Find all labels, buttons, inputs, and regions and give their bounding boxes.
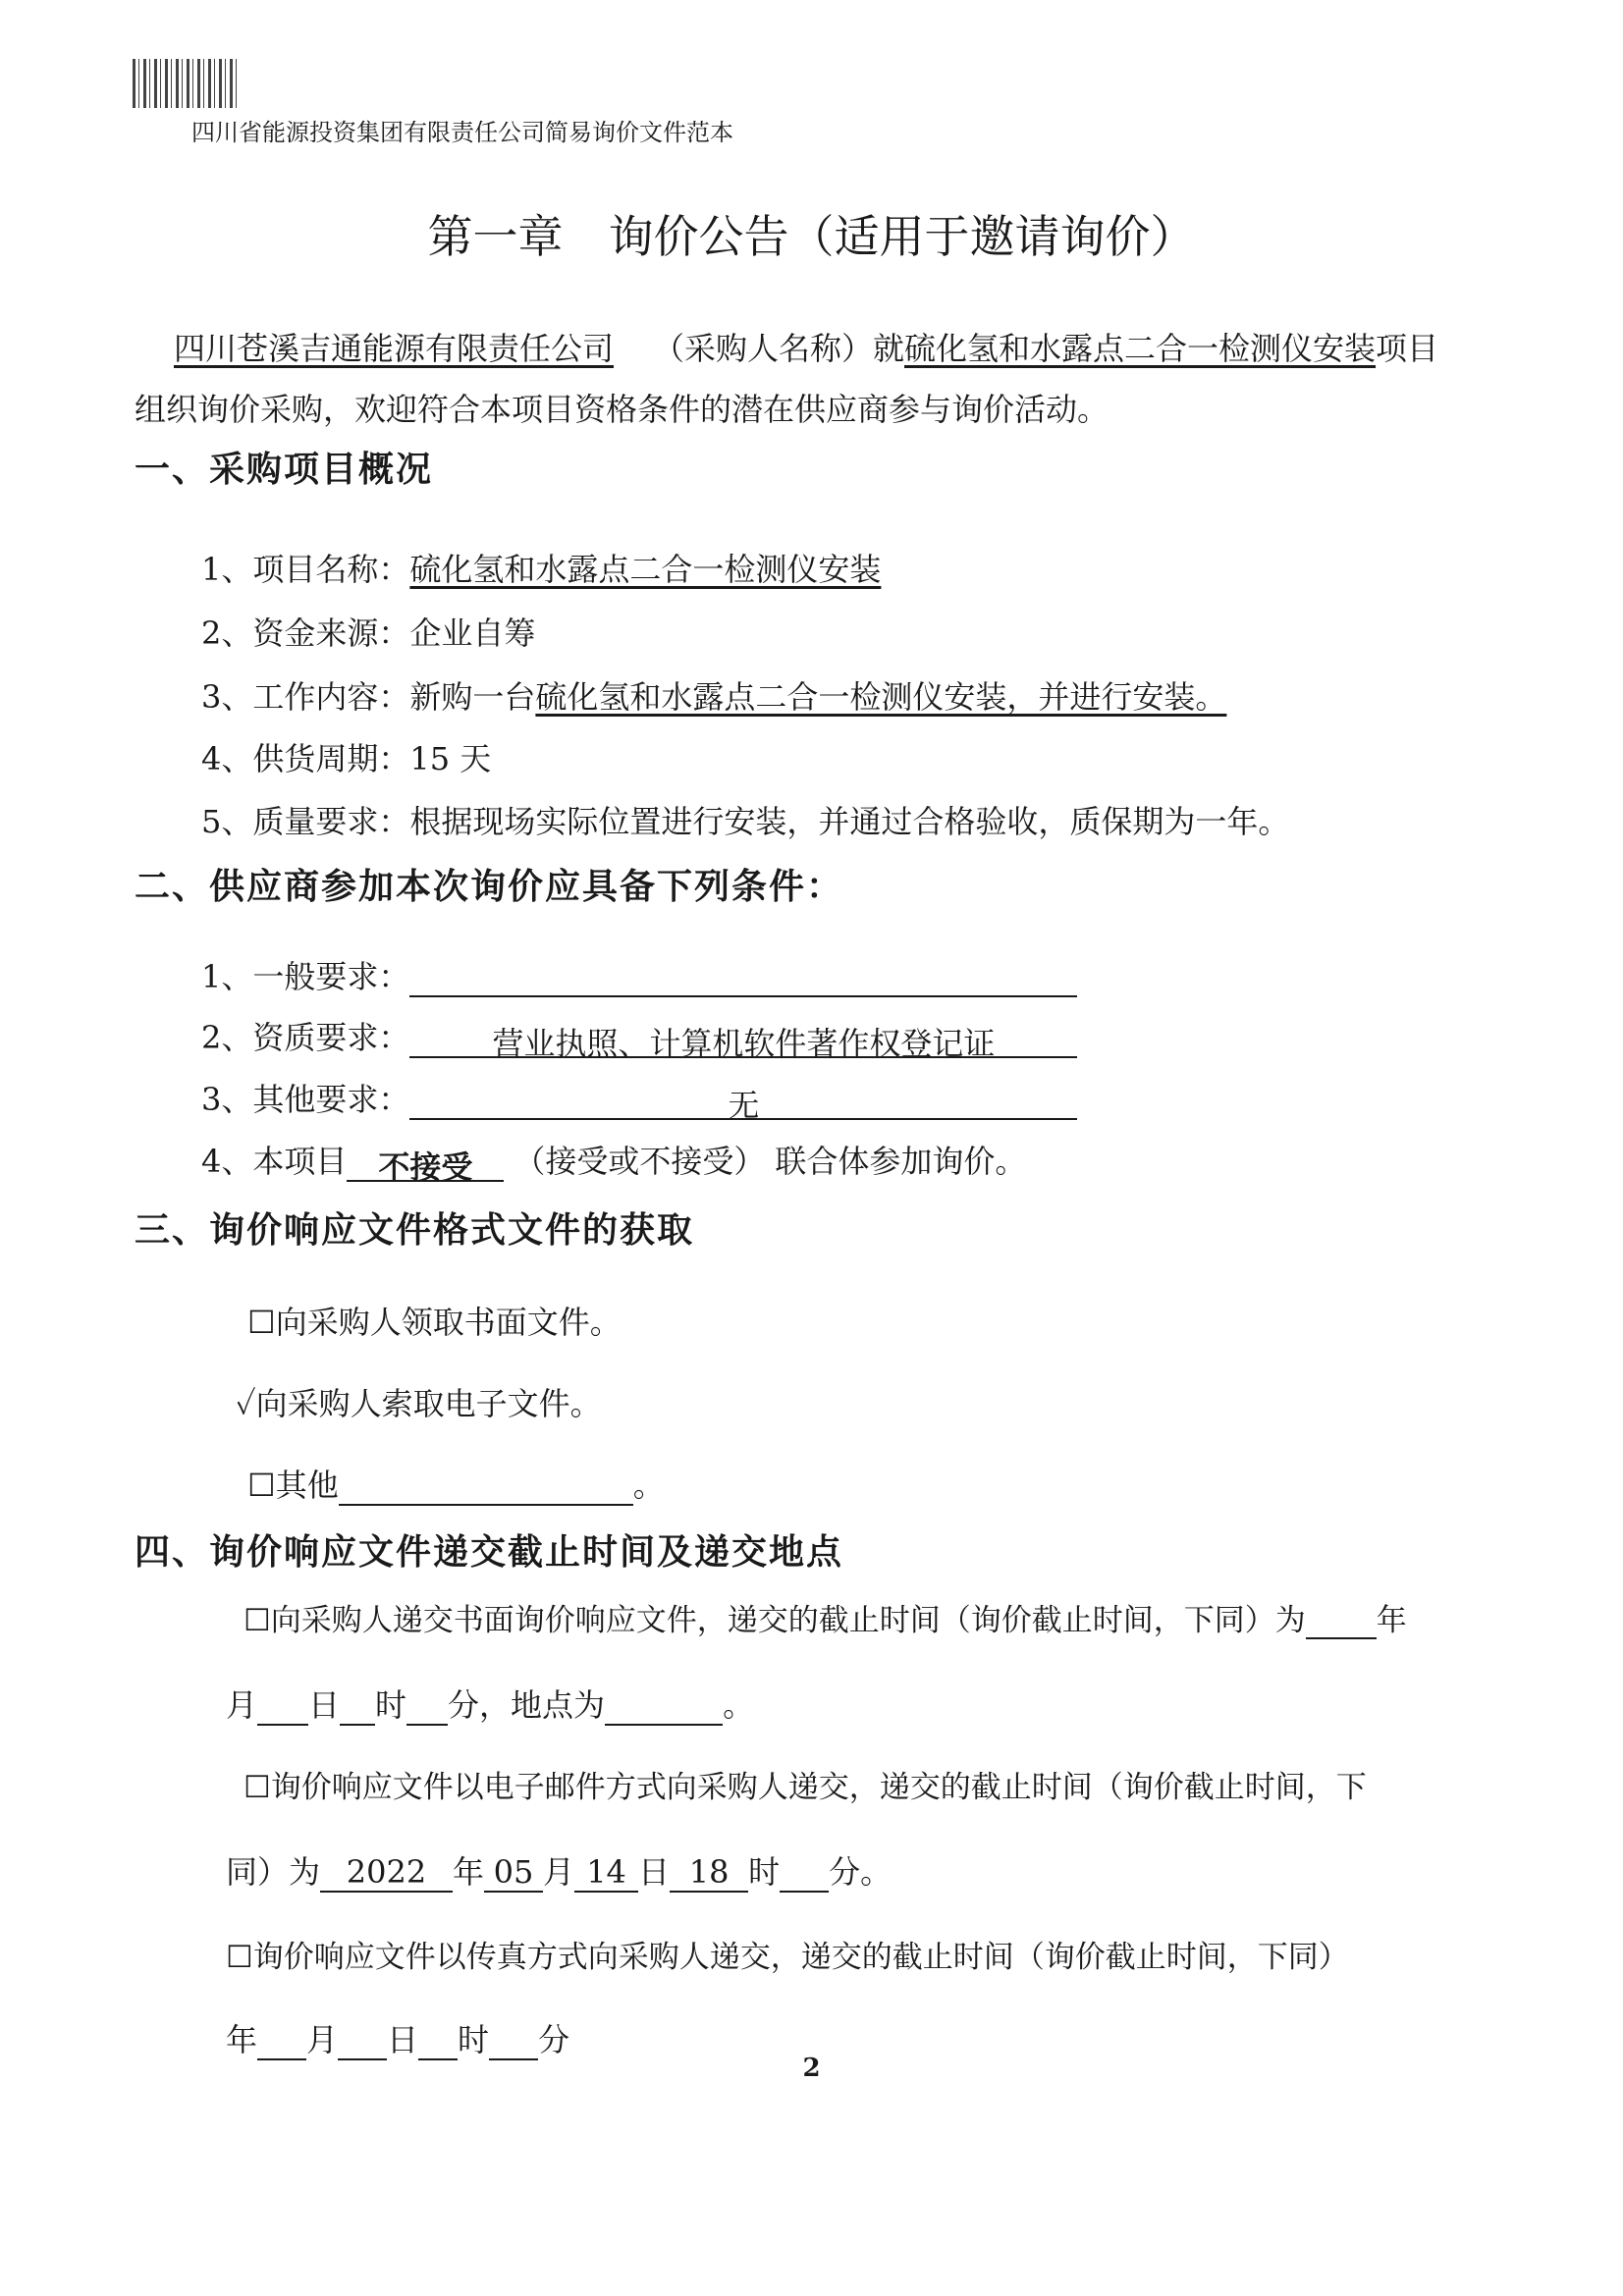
s3-option-tail: 。 — [632, 1467, 665, 1504]
purchaser-name: 四川苍溪吉通能源有限责任公司 — [174, 330, 615, 367]
s4-opt2-minute: 分。 — [829, 1853, 893, 1891]
s3-option-text: 向采购人索取电子文件。 — [255, 1385, 602, 1422]
checkbox-icon: ☐ — [243, 1770, 271, 1805]
page-number: 2 — [802, 2054, 821, 2083]
s4-opt3-text: 询价响应文件以传真方式向采购人递交，递交的截止时间（询价截止时间，下同） — [252, 1940, 1349, 1975]
s4-opt1-text: 向采购人递交书面询价响应文件，递交的截止时间（询价截止时间，下同）为 — [270, 1603, 1306, 1638]
s4-opt1-day: 日 — [308, 1686, 341, 1724]
s1-item-value: 15 天 — [409, 740, 492, 777]
s1-item-label: 4、供货周期： — [201, 740, 410, 777]
intro-project-name: 硫化氢和水露点二合一检测仪安装 — [904, 330, 1377, 367]
s1-item-label: 5、质量要求： — [201, 803, 410, 840]
s1-item-value: 根据现场实际位置进行安装，并通过合格验收，质保期为一年。 — [409, 803, 1290, 840]
s4-hour-blank — [340, 1686, 375, 1726]
s1-item-3 — [201, 672, 1226, 718]
s3-option-1 — [247, 1298, 622, 1343]
section1-heading: 一、采购项目概况 — [135, 449, 434, 490]
s2-item-4 — [201, 1137, 1027, 1186]
checkbox-icon: ☐ — [247, 1304, 276, 1341]
s2-item4-value: 不接受 — [347, 1143, 504, 1182]
s2-item-value: 无 — [409, 1081, 1077, 1120]
s4-opt2-minute-blank — [780, 1853, 829, 1893]
s2-item4-prefix: 4、本项目 — [201, 1143, 348, 1180]
s3-option-2 — [236, 1379, 602, 1424]
s4-opt1-month: 月 — [226, 1686, 258, 1724]
s4-opt2-year-value: 2022 — [320, 1853, 453, 1893]
s1-item-value: 硫化氢和水露点二合一检测仪安装 — [409, 551, 882, 588]
section3-heading: 三、询价响应文件格式文件的获取 — [135, 1209, 695, 1251]
s4-opt1-year-blank — [1306, 1600, 1377, 1639]
s4-opt2-line1 — [243, 1762, 1367, 1806]
purchaser-note: （采购人名称）就 — [653, 330, 905, 367]
section4-heading: 四、询价响应文件递交截止时间及递交地点 — [135, 1531, 844, 1573]
s4-opt1-minute: 分，地点为 — [448, 1686, 606, 1724]
s1-item-value: 硫化氢和水露点二合一检测仪安装，并进行安装。 — [535, 678, 1227, 716]
barcode-mark — [133, 59, 241, 108]
s4-opt1-end: 。 — [723, 1686, 755, 1724]
s4-opt3-month: 月 — [306, 2021, 339, 2058]
s4-opt2-day: 日 — [638, 1853, 671, 1891]
s2-item-3 — [201, 1075, 1077, 1124]
s2-item4-middle: （接受或不接受） — [514, 1143, 766, 1180]
s4-minute-blank — [406, 1686, 448, 1726]
section2-heading: 二、供应商参加本次询价应具备下列条件： — [135, 866, 844, 907]
s1-item-5 — [201, 797, 1289, 842]
s2-item4-suffix: 联合体参加询价。 — [775, 1143, 1027, 1180]
document-header: 四川省能源投资集团有限责任公司简易询价文件范本 — [191, 119, 733, 146]
s2-item-1 — [201, 952, 1077, 997]
s3-option-text: 向采购人领取书面文件。 — [275, 1304, 622, 1341]
s2-item-label: 3、其他要求： — [201, 1081, 410, 1118]
checkbox-icon: ☐ — [243, 1603, 271, 1638]
s4-opt1-year: 年 — [1376, 1603, 1407, 1638]
s4-opt2-month: 月 — [543, 1853, 575, 1891]
s4-opt2-year: 年 — [453, 1853, 485, 1891]
s1-item-prefix: 新购一台 — [409, 678, 536, 716]
s3-other-blank — [339, 1467, 633, 1506]
intro-suffix: 项目 — [1376, 330, 1439, 367]
s1-item-2 — [201, 609, 535, 654]
checkmark-icon: ✓ — [236, 1385, 256, 1422]
s1-item-label: 3、工作内容： — [201, 678, 410, 716]
s4-opt2-month-value: 05 — [484, 1853, 543, 1893]
s1-item-label: 1、项目名称： — [201, 551, 410, 588]
s2-item-value: 营业执照、计算机软件著作权登记证 — [409, 1019, 1077, 1058]
intro-line-2: 组织询价采购，欢迎符合本项目资格条件的潜在供应商参与询价活动。 — [135, 391, 1109, 428]
s1-item-label: 2、资金来源： — [201, 614, 410, 652]
s3-option-text: 其他 — [275, 1467, 339, 1504]
s2-item-label: 1、一般要求： — [201, 958, 410, 995]
s2-item-2 — [201, 1013, 1077, 1062]
s4-location-blank — [605, 1686, 723, 1726]
s3-option-3 — [247, 1461, 665, 1506]
s4-opt1-line1 — [243, 1595, 1407, 1639]
s4-opt2-prefix: 同）为 — [226, 1853, 321, 1891]
s2-item-value — [409, 958, 1077, 997]
s4-opt3-day: 日 — [387, 2021, 419, 2058]
s4-opt2-hour: 时 — [748, 1853, 781, 1891]
intro-line-1 — [135, 324, 1438, 369]
s4-opt1-line2 — [226, 1681, 754, 1726]
s1-item-1 — [201, 545, 881, 590]
s4-opt2-line2 — [226, 1847, 892, 1893]
s4-opt3-minute: 分 — [538, 2021, 570, 2058]
checkbox-icon: ☐ — [247, 1467, 276, 1504]
s4-opt2-text: 询价响应文件以电子邮件方式向采购人递交，递交的截止时间（询价截止时间，下 — [270, 1770, 1367, 1805]
s1-item-4 — [201, 734, 491, 779]
s4-opt3-line1 — [226, 1932, 1349, 1976]
s4-opt2-day-value: 14 — [574, 1853, 638, 1893]
s4-opt1-hour: 时 — [375, 1686, 407, 1724]
s1-item-value: 企业自筹 — [409, 614, 536, 652]
checkbox-icon: ☐ — [226, 1940, 253, 1975]
s4-opt3-hour: 时 — [458, 2021, 490, 2058]
s4-opt2-hour-value: 18 — [670, 1853, 748, 1893]
chapter-title: 第一章 询价公告（适用于邀请询价） — [427, 210, 1196, 263]
s4-opt3-year: 年 — [226, 2021, 258, 2058]
s2-item-label: 2、资质要求： — [201, 1019, 410, 1056]
s4-day-blank — [257, 1686, 308, 1726]
